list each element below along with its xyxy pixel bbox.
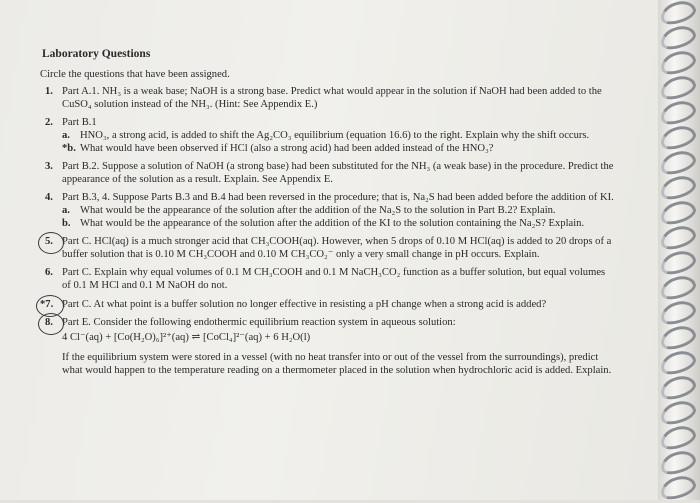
question-2 (34, 117, 614, 155)
question-number: 5. (45, 236, 53, 248)
sub-text: What would have been observed if HCl (also a strong acid) had been added instead of the HNO₃? (80, 142, 494, 154)
question-4 (34, 192, 614, 230)
spiral-binding (658, 0, 700, 500)
question-3 (34, 161, 614, 186)
question-8-followup: If the equilibrium system were stored in a vessel (with no heat transfer into or out of the vessel from the surroundings), predict what would happen to the temperature reading on a thermometer placed in the solution when hydrochloric acid is added. Explain. (62, 352, 612, 376)
subquestion-b (62, 218, 614, 231)
page-heading: Laboratory Questions (42, 48, 151, 60)
question-number: 6. (45, 267, 53, 279)
question-text: Part B.3, 4. Suppose Parts B.3 and B.4 had been reversed in the procedure; that is, Na₂S had been added before the addition of KI. (62, 192, 614, 204)
sub-label: *b. (62, 142, 76, 154)
question-text: Part C. At what point is a buffer solution no longer effective in resisting a pH change when a strong acid is added? (62, 298, 547, 310)
sub-label: a. (62, 129, 70, 141)
question-text: Part A.1. NH₃ is a weak base; NaOH is a strong base. Predict what would appear in the solution if NaOH had been added to the CuSO₄ solution instead of the NH₃. (Hint: See Appendix E.) (62, 86, 602, 110)
instructions: Circle the questions that have been assigned. (40, 68, 230, 80)
equilibrium-equation: 4 Cl⁻(aq) + [Co(H₂O)₆]²⁺(aq) ⇌ [CoCl₄]²⁻(aq) + 6 H₂O(l) (62, 331, 311, 343)
question-number: 4. (45, 192, 53, 204)
lab-questions (34, 48, 614, 377)
question-number: 3. (45, 161, 53, 173)
question-number: 1. (45, 86, 53, 98)
question-text: Part C. HCl(aq) is a much stronger acid that CH₃COOH(aq). However, when 5 drops of 0.10 M HCl(aq) is added to 20 drops of a buffer solution that is 0.10 M CH₃COOH and 0.10 M CH₃CO₂⁻ only a very small change in pH occurs. Explain. (62, 236, 612, 260)
sub-label: b. (62, 217, 71, 229)
question-text: Part E. Consider the following endothermic equilibrium reaction system in aqueous solution: (62, 317, 456, 329)
question-8 (34, 317, 614, 344)
sub-text: What would be the appearance of the solution after the addition of the KI to the solution containing the Na₂S? Explain. (80, 217, 585, 229)
question-1 (34, 86, 614, 111)
sub-text: What would be the appearance of the solution after the addition of the Na₂S to the solution in Part B.2? Explain. (80, 204, 556, 216)
question-6 (34, 267, 614, 292)
question-text: Part B.1 (62, 117, 97, 129)
question-text: Part B.2. Suppose a solution of NaOH (a strong base) had been substituted for the NH₃ (a weak base) in the procedure. Predict the appearance of the solution as a result. Explain. See Appendix E. (62, 161, 614, 185)
subquestion-a (62, 130, 614, 143)
question-5 (34, 236, 614, 261)
question-number: 8. (45, 317, 53, 329)
question-number: *7. (40, 298, 54, 310)
subquestion-a (62, 205, 614, 218)
question-text: Part C. Explain why equal volumes of 0.1 M CH₃COOH and 0.1 M NaCH₃CO₂ function as a buffer solution, but equal volumes of 0.1 M HCl and 0.1 M NaOH do not. (62, 267, 606, 291)
question-7 (34, 299, 614, 312)
question-number: 2. (45, 117, 53, 129)
subquestion-b (62, 143, 614, 156)
sub-label: a. (62, 204, 70, 216)
sub-text: HNO₃, a strong acid, is added to shift the Ag₂CO₃ equilibrium (equation 16.6) to the right. Explain why the shift occurs. (80, 129, 590, 141)
